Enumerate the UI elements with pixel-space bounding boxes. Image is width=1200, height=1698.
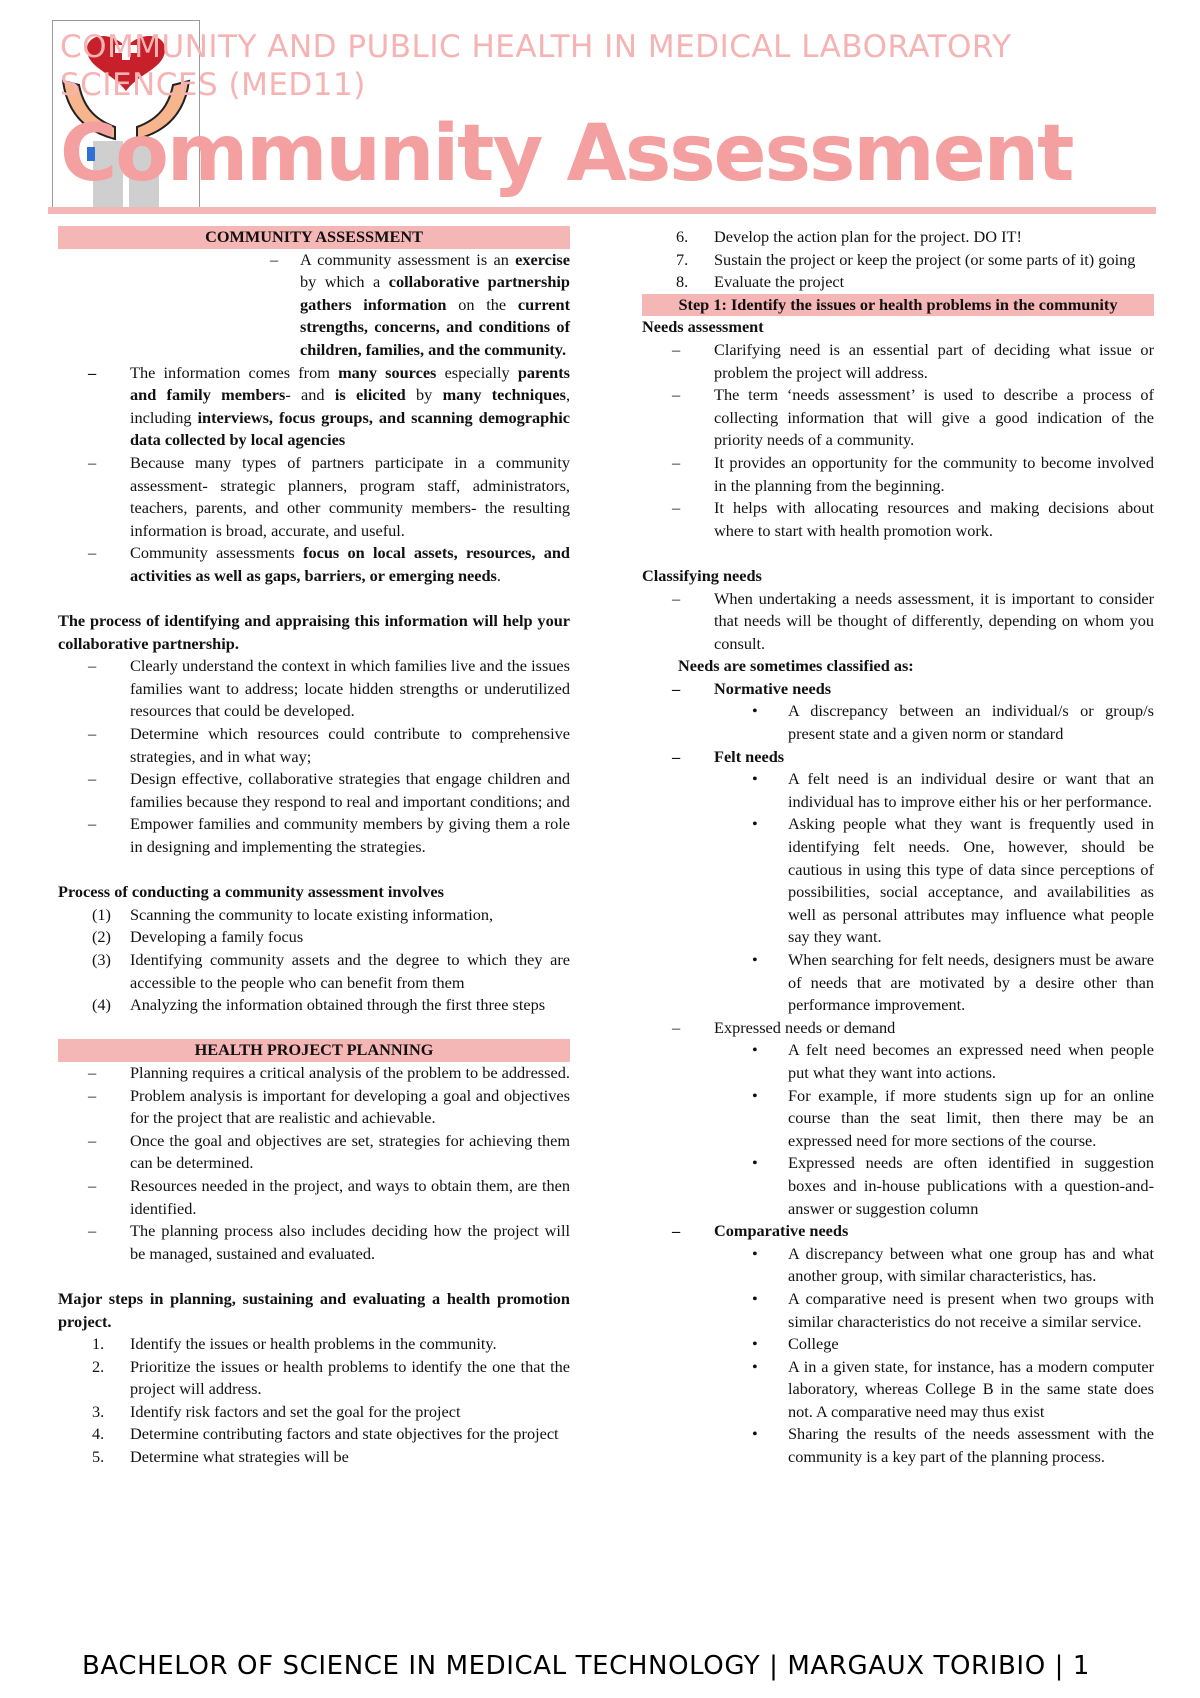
list-item-text: Expressed needs are often identified in suggestion boxes and in-house publications with a question-and-answer or suggestion column [788, 1153, 1154, 1218]
dash-marker: – [672, 746, 681, 766]
numbered-item [642, 271, 1154, 294]
classifying-heading: Classifying needs [642, 565, 762, 585]
list-item-text: For example, if more students sign up for an online course than the seat limit, then there may be an expressed need for more sections of the course. [788, 1085, 1154, 1150]
list-item [642, 700, 1154, 745]
list-item [58, 768, 570, 813]
text-run: Community assessments [130, 543, 304, 563]
text-run: is elicited [334, 385, 406, 405]
list-item-text: When undertaking a needs assessment, it is important to consider that needs will be thought of differently, depending on whom you consult. [714, 588, 1154, 653]
list-item [642, 1288, 1154, 1333]
item-number: 4. [92, 1424, 105, 1444]
numbered-item [58, 1423, 570, 1446]
dash-marker: – [88, 452, 97, 472]
list-item-text: Identify the issues or health problems in the community. [130, 1334, 497, 1354]
list-item [642, 1085, 1154, 1153]
dash-marker: – [672, 678, 681, 698]
list-item-text: College [788, 1334, 839, 1354]
list-item [58, 362, 570, 452]
list-item-text: The planning process also includes deciding how the project will be managed, sustained and evaluated. [130, 1221, 570, 1263]
header-divider [48, 207, 1156, 214]
text-run: collaborative partnership gathers information [300, 272, 570, 314]
spacer [58, 1017, 570, 1040]
list-item [642, 452, 1154, 497]
dash-marker: – [88, 1062, 97, 1082]
list-item [642, 588, 1154, 656]
item-number: 3. [92, 1401, 105, 1421]
list-item [642, 1243, 1154, 1288]
process-list [58, 655, 570, 858]
list-item [58, 1130, 570, 1175]
dash-marker: – [270, 249, 279, 269]
list-item-text: A discrepancy between what one group has and what another group, with similar characteristics, has. [788, 1243, 1154, 1286]
list-item-text: Resources needed in the project, and ways to obtain them, are then identified. [130, 1175, 570, 1218]
list-item [642, 1356, 1154, 1424]
list-item-text: A discrepancy between an individual/s or group/s present state and a given norm or standard [788, 701, 1154, 744]
list-item [58, 1062, 570, 1085]
classified-as-label: Needs are sometimes classified as: [678, 656, 914, 676]
bullet-marker: • [752, 814, 758, 834]
bullet-marker: • [752, 950, 758, 969]
need-type-label: Normative needs [714, 678, 832, 698]
text-run: current strengths, concerns, and conditions of children, families, and the community. [300, 294, 570, 359]
list-item-text: Developing a family focus [130, 927, 304, 947]
ca-bullet-1 [58, 249, 570, 362]
dash-marker: – [672, 339, 681, 359]
need-type-label: Felt needs [714, 746, 785, 766]
bullet-marker: • [752, 701, 758, 721]
list-item [642, 768, 1154, 813]
text-run: by [405, 385, 443, 405]
list-item-text: A felt need is an individual desire or want that an individual has to improve either his or her performance. [788, 769, 1154, 811]
list-item [642, 1152, 1154, 1220]
list-item-text: Clearly understand the context in which families live and the issues families want to address; locate hidden strengths or underutilized resources that could be developed. [130, 656, 570, 721]
item-number: 8. [676, 272, 689, 292]
item-number: (1) [92, 904, 111, 924]
text-run: on the [446, 294, 518, 314]
need-type-label: Comparative needs [714, 1221, 849, 1241]
dash-marker: – [672, 452, 681, 472]
list-item-text: When searching for felt needs, designers must be aware of needs that are motivated by a desire other than performance improvement. [788, 950, 1154, 1015]
section-heading-health-project-planning: HEALTH PROJECT PLANNING [58, 1039, 570, 1062]
list-item-text: Because many types of partners participate in a community assessment- strategic planners, program staff, administrators, teachers, parents, and other community members- the resulting information is broad, accurate, and useful. [130, 452, 570, 540]
list-item-text: Once the goal and objectives are set, strategies for achieving them can be determined. [130, 1130, 570, 1173]
list-item-text: Analyzing the information obtained through the first three steps [130, 995, 546, 1015]
left-column [58, 226, 570, 1469]
dash-marker: – [88, 656, 97, 676]
bullet-marker: • [752, 769, 758, 789]
steps-heading: Major steps in planning, sustaining and evaluating a health promotion project. [58, 1288, 570, 1331]
need-type-normative [642, 678, 1154, 701]
dash-marker: – [88, 1130, 97, 1150]
normative-list [642, 700, 1154, 745]
list-item-text: Scanning the community to locate existing information, [130, 904, 494, 924]
section-heading-community-assessment: COMMUNITY ASSESSMENT [58, 226, 570, 249]
need-type-felt [642, 746, 1154, 769]
conduct-heading: Process of conducting a community assessment involves [58, 882, 444, 902]
list-item [58, 542, 570, 587]
list-item-text: Clarifying need is an essential part of deciding what issue or problem the project will address. [714, 339, 1154, 382]
list-item-text: Determine which resources could contribute to comprehensive strategies, and in what way; [130, 724, 570, 766]
dash-marker: – [672, 1221, 681, 1241]
list-item [642, 949, 1154, 1017]
numbered-item [58, 926, 570, 949]
list-item-text: It helps with allocating resources and making decisions about where to start with health promotion work. [714, 498, 1154, 540]
list-item [58, 813, 570, 858]
list-item-text: It provides an opportunity for the community to become involved in the planning from the beginning. [714, 452, 1154, 495]
dash-marker: – [672, 498, 681, 518]
list-item-text: Problem analysis is important for developing a goal and objectives for the project that are realistic and achievable. [130, 1085, 570, 1128]
step1-heading: Step 1: Identify the issues or health problems in the community [642, 294, 1154, 317]
list-item-text: The term ‘needs assessment’ is used to describe a process of collecting information that will give a good indication of the priority needs of a community. [714, 385, 1154, 450]
image-wrap-spacer [58, 249, 270, 362]
item-number: 2. [92, 1356, 105, 1376]
numbered-item [58, 1356, 570, 1401]
list-item-text: Sustain the project or keep the project (or some parts of it) going [714, 249, 1136, 269]
spacer [58, 1265, 570, 1288]
list-item [642, 1039, 1154, 1084]
bullet-marker: • [752, 1153, 758, 1173]
list-item-text: Evaluate the project [714, 272, 845, 292]
spacer [642, 542, 1154, 565]
text-run: interviews, focus groups, and scanning demographic data collected by local agencies [130, 407, 570, 450]
text-run: focus on local assets, resources, and activities as well as gaps, barriers, or emerging needs [130, 543, 570, 585]
needs-assessment-heading: Needs assessment [642, 317, 764, 337]
text-run: A community assessment is an [300, 249, 516, 269]
numbered-item [58, 1446, 570, 1469]
document-title: Community Assessment [60, 109, 1073, 199]
numbered-item [58, 904, 570, 927]
dash-marker: – [88, 1175, 97, 1195]
bullet-marker: • [752, 1356, 758, 1376]
list-item-text: A comparative need is present when two groups with similar characteristics do not receive a similar service. [788, 1288, 1154, 1331]
list-item [58, 452, 570, 542]
item-number: 6. [676, 227, 689, 246]
rich-text [130, 363, 570, 450]
text-run: especially [436, 362, 518, 382]
rich-text [130, 543, 570, 585]
need-type-label: Expressed needs or demand [714, 1017, 896, 1037]
list-item [58, 1175, 570, 1220]
list-item [58, 1085, 570, 1130]
list-item-text: Identifying community assets and the degree to which they are accessible to the people who can benefit from them [130, 950, 570, 992]
page-footer: BACHELOR OF SCIENCE IN MEDICAL TECHNOLOGY | MARGAUX TORIBIO | 1 [82, 1651, 1090, 1681]
item-number: (2) [92, 927, 111, 947]
list-item-text: Planning requires a critical analysis of the problem to be addressed. [130, 1062, 570, 1082]
dash-marker: – [88, 769, 97, 789]
text-run: many sources [338, 362, 437, 382]
numbered-item [58, 1333, 570, 1356]
list-item-text: A felt need becomes an expressed need when people put what they want into actions. [788, 1040, 1154, 1082]
dash-marker: – [88, 1085, 97, 1105]
text-run: - and [285, 385, 335, 405]
needs-list [642, 339, 1154, 542]
text-run: by which a [300, 272, 389, 292]
conduct-list [58, 904, 570, 1017]
text-run: parents and family members [130, 362, 570, 405]
numbered-item [642, 226, 1154, 249]
process-heading: The process of identifying and appraising this information will help your collaborative partnership. [58, 611, 570, 653]
list-item [58, 723, 570, 768]
steps-list [58, 1333, 570, 1469]
dash-marker: – [672, 1017, 681, 1037]
right-column [642, 226, 1154, 1469]
item-number: (4) [92, 995, 111, 1015]
course-title: COMMUNITY AND PUBLIC HEALTH IN MEDICAL LABORATORY SCIENCES (MED11) [60, 29, 1012, 103]
list-item-text: Prioritize the issues or health problems to identify the one that the project will address. [130, 1356, 570, 1399]
need-type-comparative [642, 1220, 1154, 1243]
list-item-text: Develop the action plan for the project. DO IT! [714, 227, 1022, 246]
dash-marker: – [88, 724, 97, 744]
item-number: 1. [92, 1334, 105, 1354]
dash-marker: – [88, 814, 97, 834]
comparative-list [642, 1243, 1154, 1469]
item-number: 7. [676, 249, 689, 269]
text-run: . [496, 565, 501, 585]
need-type-expressed [642, 1017, 1154, 1040]
list-item [642, 497, 1154, 542]
expressed-list [642, 1039, 1154, 1220]
list-item-text: Determine contributing factors and state objectives for the project [130, 1424, 559, 1444]
list-item [642, 339, 1154, 384]
bullet-marker: • [752, 1424, 758, 1444]
spacer [58, 859, 570, 882]
dash-marker: – [672, 588, 681, 608]
text-run: many techniques [442, 385, 566, 405]
list-item-text: Sharing the results of the needs assessment with the community is a key part of the planning process. [788, 1424, 1154, 1467]
dash-marker: – [88, 543, 97, 563]
rich-text [300, 250, 570, 359]
bullet-marker: • [752, 1085, 758, 1105]
numbered-item [58, 1401, 570, 1424]
bullet-marker: • [752, 1334, 758, 1354]
text-run: exercise [515, 249, 570, 269]
numbered-item [642, 249, 1154, 272]
list-item [58, 1220, 570, 1265]
item-number: (3) [92, 950, 111, 969]
text-run: The information comes from [130, 362, 339, 382]
dash-marker: – [672, 385, 681, 405]
item-number: 5. [92, 1447, 105, 1467]
list-item [642, 1333, 1154, 1356]
list-item [270, 249, 570, 362]
bullet-marker: • [752, 1288, 758, 1308]
felt-list [642, 768, 1154, 1017]
hpp-list [58, 1062, 570, 1265]
spacer [58, 588, 570, 611]
list-item-text: A in a given state, for instance, has a modern computer laboratory, whereas College B in the same state does not. A comparative need may thus exist [788, 1356, 1154, 1421]
bullet-marker: • [752, 1040, 758, 1060]
list-item [642, 813, 1154, 949]
list-item-text: Design effective, collaborative strategies that engage children and families because they respond to real and important conditions; and [130, 769, 570, 811]
bullet-marker: • [752, 1243, 758, 1263]
list-item [642, 1423, 1154, 1468]
dash-marker: – [88, 1221, 97, 1241]
list-item-text: Determine what strategies will be [130, 1447, 349, 1467]
dash-marker: – [88, 362, 97, 382]
list-item-text: Asking people what they want is frequently used in identifying felt needs. One, however, should be cautious in using this type of data since perceptions of possibilities, social acceptance, and availabilities as well as personal attributes may influence what people say they want. [788, 814, 1154, 947]
list-item-text: Empower families and community members by giving them a role in designing and implementing the strategies. [130, 814, 570, 857]
text-run: , including [130, 385, 571, 427]
list-item-text: Identify risk factors and set the goal for the project [130, 1401, 461, 1421]
numbered-item [58, 949, 570, 994]
steps-list-continued [642, 226, 1154, 294]
list-item [642, 384, 1154, 452]
numbered-item [58, 994, 570, 1017]
list-item [58, 655, 570, 723]
